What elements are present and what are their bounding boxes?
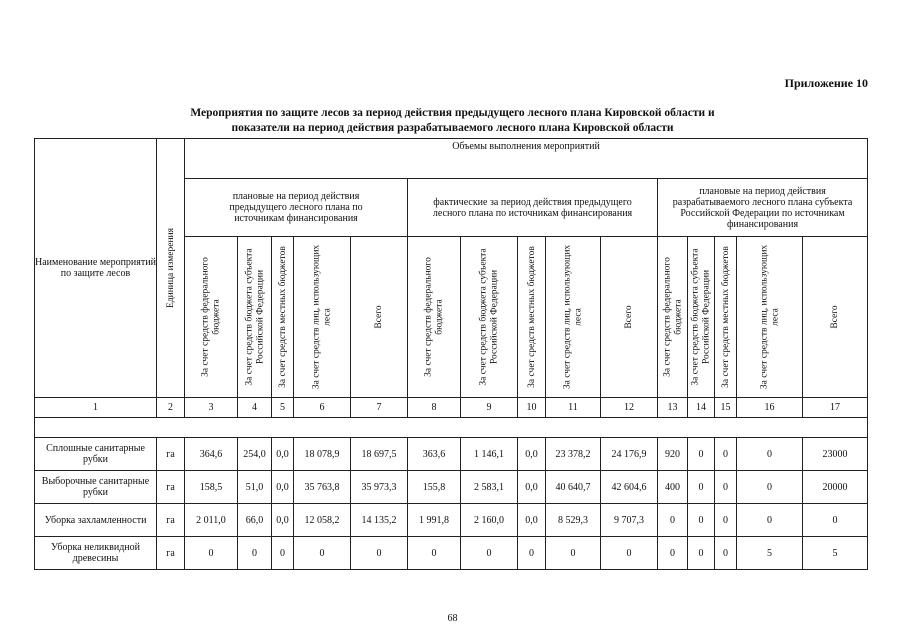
cell-value: 24 176,9 <box>601 438 658 471</box>
subheader-total-g3: Всего <box>803 237 868 398</box>
cell-value: 0 <box>601 537 658 570</box>
cell-value: 0,0 <box>518 471 546 504</box>
column-number-3: 3 <box>185 398 238 418</box>
cell-value: 18 697,5 <box>351 438 408 471</box>
spacer-row <box>35 418 868 438</box>
column-number-9: 9 <box>461 398 518 418</box>
row-name: Уборка захламленности <box>35 504 157 537</box>
cell-value: 0 <box>715 504 737 537</box>
cell-value: 40 640,7 <box>546 471 601 504</box>
table-row <box>35 438 868 471</box>
cell-value: 0 <box>185 537 238 570</box>
column-number-16: 16 <box>737 398 803 418</box>
cell-value: 0,0 <box>518 504 546 537</box>
subheader-local-g2: За счет средств местных бюджетов <box>518 237 546 398</box>
cell-value: 0 <box>272 537 294 570</box>
column-number-row <box>35 398 868 418</box>
cell-value: 0 <box>294 537 351 570</box>
title-line-1: Мероприятия по защите лесов за период действия предыдущего лесного плана Кировской области и <box>190 107 715 119</box>
cell-value: 1 146,1 <box>461 438 518 471</box>
header-volumes: Объемы выполнения мероприятий <box>185 139 868 179</box>
subheader-users-g2: За счет средств лиц, использующих леса <box>546 237 601 398</box>
subheader-subject-g2: За счет средств бюджета субъекта Российской Федерации <box>461 237 518 398</box>
cell-value: 2 160,0 <box>461 504 518 537</box>
row-unit: га <box>157 471 185 504</box>
cell-value: 66,0 <box>238 504 272 537</box>
subheader-users-g1: За счет средств лиц, использующих леса <box>294 237 351 398</box>
cell-value: 0 <box>737 504 803 537</box>
table-row <box>35 504 868 537</box>
cell-value: 0 <box>803 504 868 537</box>
cell-value: 18 078,9 <box>294 438 351 471</box>
subheader-users-g3: За счет средств лиц, использующих леса <box>737 237 803 398</box>
row-unit: га <box>157 504 185 537</box>
cell-value: 0 <box>658 504 688 537</box>
column-number-8: 8 <box>408 398 461 418</box>
cell-value: 363,6 <box>408 438 461 471</box>
cell-value: 158,5 <box>185 471 238 504</box>
cell-value: 1 991,8 <box>408 504 461 537</box>
column-number-10: 10 <box>518 398 546 418</box>
column-number-6: 6 <box>294 398 351 418</box>
cell-value: 20000 <box>803 471 868 504</box>
subheader-federal-g3: За счет средств федерального бюджета <box>658 237 688 398</box>
cell-value: 5 <box>803 537 868 570</box>
column-number-17: 17 <box>803 398 868 418</box>
cell-value: 2 583,1 <box>461 471 518 504</box>
cell-value: 0 <box>688 537 715 570</box>
cell-value: 12 058,2 <box>294 504 351 537</box>
cell-value: 8 529,3 <box>546 504 601 537</box>
cell-value: 0 <box>688 471 715 504</box>
cell-value: 0,0 <box>518 438 546 471</box>
column-number-13: 13 <box>658 398 688 418</box>
cell-value: 0,0 <box>272 504 294 537</box>
cell-value: 9 707,3 <box>601 504 658 537</box>
row-unit: га <box>157 438 185 471</box>
header-group-planned-new: плановые на период действия разрабатываемого лесного плана субъекта Российской Федерации по источникам финансирования <box>658 179 868 237</box>
cell-value: 0 <box>715 471 737 504</box>
cell-value: 0 <box>658 537 688 570</box>
subheader-total-g2: Всего <box>601 237 658 398</box>
cell-value: 0 <box>737 438 803 471</box>
cell-value: 5 <box>737 537 803 570</box>
cell-value: 51,0 <box>238 471 272 504</box>
cell-value: 35 763,8 <box>294 471 351 504</box>
table-row <box>35 537 868 570</box>
column-number-7: 7 <box>351 398 408 418</box>
column-number-5: 5 <box>272 398 294 418</box>
column-number-4: 4 <box>238 398 272 418</box>
cell-value: 0 <box>238 537 272 570</box>
header-group-planned-prev: плановые на период действия предыдущего лесного плана по источникам финансирования <box>185 179 408 237</box>
row-name: Выборочные санитарные рубки <box>35 471 157 504</box>
cell-value: 0 <box>715 537 737 570</box>
cell-value: 254,0 <box>238 438 272 471</box>
title-line-2: показатели на период действия разрабатываемого лесного плана Кировской области <box>231 122 674 134</box>
column-number-1: 1 <box>35 398 157 418</box>
row-name: Сплошные санитарные рубки <box>35 438 157 471</box>
subheader-local-g3: За счет средств местных бюджетов <box>715 237 737 398</box>
column-number-15: 15 <box>715 398 737 418</box>
header-name: Наименование мероприятий по защите лесов <box>35 139 157 398</box>
cell-value: 0 <box>518 537 546 570</box>
appendix-label: Приложение 10 <box>784 76 868 90</box>
cell-value: 0 <box>688 504 715 537</box>
cell-value: 155,8 <box>408 471 461 504</box>
cell-value: 0 <box>351 537 408 570</box>
cell-value: 364,6 <box>185 438 238 471</box>
subheader-subject-g3: За счет средств бюджета субъекта Российской Федерации <box>688 237 715 398</box>
row-unit: га <box>157 537 185 570</box>
subheader-subject-g1: За счет средств бюджета субъекта Российской Федерации <box>238 237 272 398</box>
cell-value: 0 <box>408 537 461 570</box>
page-number: 68 <box>447 613 458 624</box>
cell-value: 14 135,2 <box>351 504 408 537</box>
cell-value: 0,0 <box>272 471 294 504</box>
row-name: Уборка неликвидной древесины <box>35 537 157 570</box>
column-number-14: 14 <box>688 398 715 418</box>
subheader-local-g1: За счет средств местных бюджетов <box>272 237 294 398</box>
table-row <box>35 471 868 504</box>
cell-value: 920 <box>658 438 688 471</box>
column-number-12: 12 <box>601 398 658 418</box>
cell-value: 23 378,2 <box>546 438 601 471</box>
subheader-federal-g1: За счет средств федерального бюджета <box>185 237 238 398</box>
cell-value: 0 <box>715 438 737 471</box>
header-group-actual-prev: фактические за период действия предыдущего лесного плана по источникам финансирования <box>408 179 658 237</box>
page-title <box>0 106 905 136</box>
cell-value: 0 <box>461 537 518 570</box>
cell-value: 0 <box>688 438 715 471</box>
measures-table <box>34 138 868 570</box>
subheader-federal-g2: За счет средств федерального бюджета <box>408 237 461 398</box>
column-number-11: 11 <box>546 398 601 418</box>
column-number-2: 2 <box>157 398 185 418</box>
cell-value: 0,0 <box>272 438 294 471</box>
cell-value: 400 <box>658 471 688 504</box>
cell-value: 35 973,3 <box>351 471 408 504</box>
cell-value: 23000 <box>803 438 868 471</box>
cell-value: 0 <box>546 537 601 570</box>
cell-value: 42 604,6 <box>601 471 658 504</box>
cell-value: 2 011,0 <box>185 504 238 537</box>
header-unit: Единица измерения <box>157 139 185 398</box>
subheader-total-g1: Всего <box>351 237 408 398</box>
cell-value: 0 <box>737 471 803 504</box>
